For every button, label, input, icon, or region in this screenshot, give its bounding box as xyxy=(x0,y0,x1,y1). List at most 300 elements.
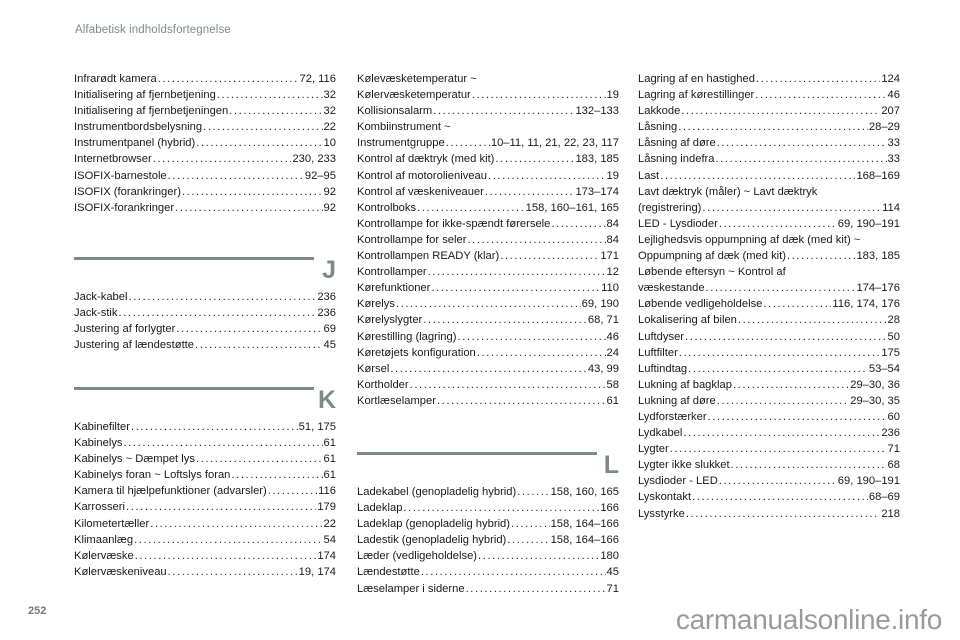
index-entry[interactable] xyxy=(74,451,336,467)
entry-page-refs[interactable]: 29–30, 35 xyxy=(850,394,900,407)
entry-page-refs[interactable]: 84 xyxy=(606,217,619,230)
entry-page-refs[interactable]: 32 xyxy=(323,105,336,118)
section-letter: L xyxy=(603,451,619,479)
entry-page-refs[interactable]: 174 xyxy=(317,549,336,562)
index-entry[interactable] xyxy=(74,200,336,216)
entry-page-refs[interactable]: 166 xyxy=(600,502,619,515)
dot-leader xyxy=(511,516,550,532)
index-entry[interactable] xyxy=(638,184,900,200)
entry-label: Kontrol af væskeniveauer xyxy=(357,185,484,198)
dot-leader xyxy=(175,200,322,216)
entry-label: Initialisering af fjernbetjening xyxy=(74,89,216,102)
entry-label: Kontrollampen READY (klar) xyxy=(357,250,500,263)
index-entry[interactable] xyxy=(638,87,900,103)
entry-page-refs[interactable]: 61 xyxy=(323,437,336,450)
entry-label: Lakkode xyxy=(638,105,681,118)
dot-leader xyxy=(128,289,316,305)
index-entry[interactable] xyxy=(638,232,900,248)
dot-leader xyxy=(706,280,856,296)
dot-leader xyxy=(670,441,887,457)
index-entry[interactable] xyxy=(74,87,336,103)
index-entry[interactable] xyxy=(638,71,900,87)
dot-leader xyxy=(678,119,868,135)
index-entry[interactable] xyxy=(638,248,900,264)
index-entry[interactable] xyxy=(357,564,619,580)
entry-page-refs[interactable]: 12 xyxy=(606,266,619,279)
section-divider-bar xyxy=(357,452,597,455)
dot-leader xyxy=(195,337,323,353)
entry-page-refs[interactable]: 92 xyxy=(323,201,336,214)
entry-label: Lavt dæktryk (måler) ~ Lavt dæktryk xyxy=(638,185,818,198)
entry-page-refs[interactable]: 32 xyxy=(323,89,336,102)
running-head-title: Alfabetisk indholdsfortegnelse xyxy=(75,24,231,36)
index-entry[interactable] xyxy=(638,103,900,119)
entry-page-refs[interactable]: 33 xyxy=(887,153,900,166)
entry-label: Låsning xyxy=(638,121,678,134)
dot-leader xyxy=(717,393,849,409)
dot-leader xyxy=(437,393,606,409)
entry-label: Ladestik (genopladelig hybrid) xyxy=(357,534,507,547)
index-entry[interactable] xyxy=(74,71,336,87)
index-entry[interactable] xyxy=(357,216,619,232)
entry-page-refs[interactable]: 71 xyxy=(606,582,619,595)
entry-label: LED - Lysdioder xyxy=(638,217,718,230)
index-entry[interactable] xyxy=(638,200,900,216)
entry-page-refs[interactable]: 50 xyxy=(887,330,900,343)
entry-label: Justering af lændestøtte xyxy=(74,339,195,352)
entry-list-l xyxy=(357,484,619,597)
entry-label: Luftdyser xyxy=(638,330,685,343)
entry-page-refs[interactable]: 179 xyxy=(317,501,336,514)
entry-label: Læselamper i siderne xyxy=(357,582,465,595)
index-entry[interactable] xyxy=(357,345,619,361)
dot-leader xyxy=(507,532,549,548)
index-column-3 xyxy=(638,71,900,522)
index-entry[interactable] xyxy=(357,532,619,548)
entry-page-refs[interactable]: 158, 160–161, 165 xyxy=(525,201,619,214)
index-entry[interactable] xyxy=(357,484,619,500)
entry-label: Infrarødt kamera xyxy=(74,73,157,85)
index-entry[interactable] xyxy=(357,500,619,516)
dot-leader xyxy=(755,87,886,103)
entry-page-refs[interactable]: 22 xyxy=(323,517,336,530)
index-entry[interactable] xyxy=(74,119,336,135)
entry-label: Kabinelys xyxy=(74,437,123,450)
entry-page-refs[interactable]: 69, 190 xyxy=(581,298,619,311)
dot-leader xyxy=(431,280,600,296)
entry-label: Kørsel xyxy=(357,362,390,375)
entry-page-refs[interactable]: 19 xyxy=(606,169,619,182)
index-entry[interactable] xyxy=(74,184,336,200)
index-entry[interactable] xyxy=(357,264,619,280)
entry-page-refs[interactable]: 218 xyxy=(881,507,900,520)
index-entry[interactable] xyxy=(638,216,900,232)
entry-list-k-continued xyxy=(357,71,619,409)
entry-label: Ladekabel (genopladelig hybrid) xyxy=(357,486,517,498)
entry-page-refs[interactable]: 10–11, 11, 21, 22, 23, 117 xyxy=(490,137,619,150)
index-entry[interactable] xyxy=(357,377,619,393)
entry-label: Kontrol af motorolieniveau xyxy=(357,169,487,182)
entry-label: Løbende vedligeholdelse xyxy=(638,298,763,311)
index-entry[interactable] xyxy=(638,329,900,345)
entry-label: Ladeklap (genopladelig hybrid) xyxy=(357,518,511,531)
entry-page-refs[interactable]: 29–30, 36 xyxy=(850,378,900,391)
index-entry[interactable] xyxy=(638,409,900,425)
dot-leader xyxy=(196,135,322,151)
entry-page-refs[interactable]: 175 xyxy=(881,346,900,359)
dot-leader xyxy=(686,506,880,522)
entry-page-refs[interactable]: 68–69 xyxy=(868,491,900,504)
index-entry[interactable] xyxy=(357,168,619,184)
entry-page-refs[interactable]: 45 xyxy=(323,339,336,352)
entry-label: Kontrollampe for seler xyxy=(357,233,467,246)
entry-page-refs[interactable]: 24 xyxy=(606,346,619,359)
entry-page-refs[interactable]: 69, 190–191 xyxy=(837,217,900,230)
entry-list-l-continued xyxy=(638,71,900,522)
entry-page-refs[interactable]: 61 xyxy=(323,469,336,482)
dot-leader xyxy=(756,71,880,87)
dot-leader xyxy=(719,216,837,232)
page-number: 252 xyxy=(28,605,47,617)
dot-leader xyxy=(681,103,880,119)
entry-page-refs[interactable]: 132–133 xyxy=(575,105,619,118)
dot-leader xyxy=(119,305,317,321)
entry-label: Kølevæsketemperatur ~ xyxy=(357,73,477,85)
watermark-link[interactable]: carmanualsonline.info xyxy=(675,604,942,635)
index-entry[interactable] xyxy=(357,200,619,216)
index-entry[interactable] xyxy=(357,329,619,345)
entry-page-refs[interactable]: 183, 185 xyxy=(575,153,619,166)
entry-label: Lejlighedsvis oppumpning af dæk (med kit) ~ xyxy=(638,233,861,246)
entry-page-refs[interactable]: 72, 116 xyxy=(299,73,336,85)
entry-label: Karrosseri xyxy=(74,501,125,514)
dot-leader xyxy=(390,361,587,377)
index-entry[interactable] xyxy=(357,393,619,409)
entry-label: Kørelyslygter xyxy=(357,314,423,327)
dot-leader xyxy=(403,500,599,516)
entry-label: Kontrol af dæktryk (med kit) xyxy=(357,153,495,166)
dot-leader xyxy=(217,87,323,103)
entry-page-refs[interactable]: 45 xyxy=(606,566,619,579)
entry-list-k xyxy=(74,419,336,580)
index-entry[interactable] xyxy=(74,435,336,451)
dot-leader xyxy=(500,248,599,264)
section-header-j xyxy=(74,257,336,289)
entry-page-refs[interactable]: 43, 99 xyxy=(587,362,619,375)
entry-label: ISOFIX-barnestole xyxy=(74,169,167,182)
index-entry[interactable] xyxy=(74,103,336,119)
entry-label: Lændestøtte xyxy=(357,566,420,579)
section-header-k xyxy=(74,387,336,419)
index-entry[interactable] xyxy=(74,467,336,483)
entry-page-refs[interactable]: 54 xyxy=(323,533,336,546)
section-j xyxy=(74,257,336,353)
entry-label: Lysdioder - LED xyxy=(638,475,718,488)
entry-page-refs[interactable]: 68, 71 xyxy=(587,314,619,327)
dot-leader xyxy=(150,516,322,532)
dot-leader xyxy=(488,168,606,184)
index-column-2 xyxy=(357,71,619,409)
dot-leader xyxy=(472,87,606,103)
dot-leader xyxy=(517,484,549,500)
index-entry[interactable] xyxy=(74,135,336,151)
entry-page-refs[interactable]: 92–95 xyxy=(304,169,336,182)
entry-page-refs[interactable]: 71 xyxy=(887,443,900,456)
index-entry[interactable] xyxy=(357,312,619,328)
entry-label: Kørestilling (lagring) xyxy=(357,330,457,343)
entry-label: Klimaanlæg xyxy=(74,533,134,546)
entry-page-refs[interactable]: 171 xyxy=(600,250,619,263)
index-entry[interactable] xyxy=(74,289,336,305)
entry-page-refs[interactable]: 174–176 xyxy=(856,282,900,295)
entry-label: Luftindtag xyxy=(638,362,688,375)
entry-page-refs[interactable]: 110 xyxy=(601,282,619,295)
entry-page-refs[interactable]: 236 xyxy=(881,427,900,440)
index-entry[interactable] xyxy=(638,264,900,280)
index-entry[interactable] xyxy=(74,499,336,515)
dot-leader xyxy=(135,548,317,564)
dot-leader xyxy=(467,232,605,248)
entry-page-refs[interactable]: 33 xyxy=(887,137,900,150)
dot-leader xyxy=(660,168,855,184)
index-entry[interactable] xyxy=(357,103,619,119)
dot-leader xyxy=(446,135,490,151)
entry-page-refs[interactable]: 60 xyxy=(887,410,900,423)
entry-page-refs[interactable]: 180 xyxy=(600,550,619,563)
entry-label: Køretøjets konfiguration xyxy=(357,346,476,359)
dot-leader xyxy=(196,451,323,467)
entry-page-refs[interactable]: 61 xyxy=(606,394,619,407)
entry-label: Instrumentgruppe xyxy=(357,137,445,150)
index-entry[interactable] xyxy=(357,516,619,532)
index-entry[interactable] xyxy=(357,296,619,312)
dot-leader xyxy=(158,71,299,87)
entry-page-refs[interactable]: 183, 185 xyxy=(856,250,900,263)
index-entry[interactable] xyxy=(357,119,619,135)
index-entry[interactable] xyxy=(357,248,619,264)
entry-page-refs[interactable]: 173–174 xyxy=(575,185,619,198)
index-entry[interactable] xyxy=(638,425,900,441)
section-k xyxy=(74,387,336,580)
index-entry[interactable] xyxy=(357,135,619,151)
index-entry[interactable] xyxy=(638,457,900,473)
dot-leader xyxy=(685,329,887,345)
entry-label: Jack-stik xyxy=(74,307,118,320)
dot-leader xyxy=(551,216,605,232)
entry-page-refs[interactable]: 61 xyxy=(323,453,336,466)
dot-leader xyxy=(124,435,323,451)
index-entry[interactable] xyxy=(74,321,336,337)
index-entry[interactable] xyxy=(638,280,900,296)
dot-leader xyxy=(716,151,887,167)
index-entry[interactable] xyxy=(74,483,336,499)
entry-page-refs[interactable]: 168–169 xyxy=(856,169,900,182)
entry-label: Ladeklap xyxy=(357,502,403,515)
dot-leader xyxy=(229,103,322,119)
index-entry[interactable] xyxy=(357,87,619,103)
entry-label: Lygter ikke slukket xyxy=(638,459,730,472)
index-entry[interactable] xyxy=(74,151,336,167)
section-header-l xyxy=(357,452,619,484)
entry-label: Kørefunktioner xyxy=(357,282,431,295)
entry-label: Kamera til hjælpefunktioner (advarsler) xyxy=(74,485,267,498)
entry-page-refs[interactable]: 10 xyxy=(323,137,336,150)
dot-leader xyxy=(182,184,323,200)
index-entry[interactable] xyxy=(638,296,900,312)
index-entry[interactable] xyxy=(638,506,900,522)
entry-page-refs[interactable]: 84 xyxy=(606,233,619,246)
index-entry[interactable] xyxy=(638,312,900,328)
entry-label: Jack-kabel xyxy=(74,291,128,303)
index-entry[interactable] xyxy=(638,135,900,151)
dot-leader xyxy=(421,564,606,580)
entry-label: Oppumpning af dæk (med kit) xyxy=(638,250,786,263)
index-entry[interactable] xyxy=(357,71,619,87)
index-entry[interactable] xyxy=(74,564,336,580)
index-entry[interactable] xyxy=(74,419,336,435)
index-entry[interactable] xyxy=(74,168,336,184)
entry-label: Kontrolboks xyxy=(357,201,417,214)
entry-list-j xyxy=(74,289,336,353)
entry-page-refs[interactable]: 46 xyxy=(887,89,900,102)
entry-label: Lagring af en hastighed xyxy=(638,73,755,85)
entry-page-refs[interactable]: 19 xyxy=(606,89,619,102)
index-entry[interactable] xyxy=(638,489,900,505)
entry-label: Lagring af kørestillinger xyxy=(638,89,755,102)
entry-label: Lygter xyxy=(638,443,669,456)
dot-leader xyxy=(466,581,606,597)
index-entry[interactable] xyxy=(74,548,336,564)
index-entry[interactable] xyxy=(638,361,900,377)
entry-label: Kontrollampe for ikke-spændt førersele xyxy=(357,217,551,230)
entry-page-refs[interactable]: 114 xyxy=(882,201,900,214)
index-entry[interactable] xyxy=(357,548,619,564)
entry-label: Kombiinstrument ~ xyxy=(357,121,451,134)
entry-label: ISOFIX-forankringer xyxy=(74,201,175,214)
entry-page-refs[interactable]: 46 xyxy=(606,330,619,343)
dot-leader xyxy=(134,532,322,548)
entry-page-refs[interactable]: 207 xyxy=(881,105,900,118)
index-entry[interactable] xyxy=(638,441,900,457)
entry-label: Låsning indefra xyxy=(638,153,715,166)
entry-page-refs[interactable]: 22 xyxy=(323,121,336,134)
entry-page-refs[interactable]: 158, 164–166 xyxy=(550,518,619,531)
section-letter: K xyxy=(317,386,336,414)
entry-label: Kølervæske xyxy=(74,549,134,562)
dot-leader xyxy=(763,296,831,312)
entry-label: Lyskontakt xyxy=(638,491,692,504)
index-entry[interactable] xyxy=(638,168,900,184)
index-entry[interactable] xyxy=(74,305,336,321)
entry-page-refs[interactable]: 53–54 xyxy=(868,362,900,375)
entry-label: Lydkabel xyxy=(638,427,683,440)
index-entry[interactable] xyxy=(357,581,619,597)
entry-label: Kortholder xyxy=(357,378,409,391)
index-entry[interactable] xyxy=(357,361,619,377)
entry-page-refs[interactable]: 92 xyxy=(323,185,336,198)
dot-leader xyxy=(495,151,574,167)
entry-label: Kilometertæller xyxy=(74,517,150,530)
entry-label: Instrumentbordsbelysning xyxy=(74,121,203,134)
index-entry[interactable] xyxy=(638,151,900,167)
entry-page-refs[interactable]: 116, 174, 176 xyxy=(832,298,900,311)
entry-label: væskestande xyxy=(638,282,705,295)
dot-leader xyxy=(131,419,298,435)
index-entry[interactable] xyxy=(638,119,900,135)
entry-label: Kabinefilter xyxy=(74,421,130,433)
entry-label: Lukning af bagklap xyxy=(638,378,732,391)
entry-label: Låsning af døre xyxy=(638,137,716,150)
dot-leader xyxy=(428,264,606,280)
entry-label: Lokalisering af bilen xyxy=(638,314,737,327)
entry-label: Læder (vedligeholdelse) xyxy=(357,550,478,563)
entry-page-refs[interactable]: 236 xyxy=(317,307,336,320)
dot-leader xyxy=(268,483,317,499)
entry-page-refs[interactable]: 124 xyxy=(881,73,900,85)
dot-leader xyxy=(153,151,292,167)
entry-label: Kontrollamper xyxy=(357,266,427,279)
entry-page-refs[interactable]: 28–29 xyxy=(868,121,900,134)
entry-label: Kabinelys foran ~ Loftslys foran xyxy=(74,469,231,482)
dot-leader xyxy=(396,296,581,312)
section-divider-bar xyxy=(74,387,314,390)
entry-label: Luftfilter xyxy=(638,346,678,359)
entry-page-refs[interactable]: 236 xyxy=(317,291,336,303)
dot-leader xyxy=(477,345,606,361)
entry-page-refs[interactable]: 19, 174 xyxy=(298,565,336,578)
entry-page-refs[interactable]: 68 xyxy=(887,459,900,472)
dot-leader xyxy=(717,135,887,151)
entry-page-refs[interactable]: 230, 233 xyxy=(292,153,336,166)
entry-page-refs[interactable]: 58 xyxy=(606,378,619,391)
entry-page-refs[interactable]: 51, 175 xyxy=(298,421,336,433)
entry-list-i xyxy=(74,71,336,216)
entry-label: Kørelys xyxy=(357,298,395,311)
dot-leader xyxy=(168,168,304,184)
entry-page-refs[interactable]: 69 xyxy=(323,323,336,336)
index-entry[interactable] xyxy=(357,280,619,296)
dot-leader xyxy=(423,312,587,328)
index-entry[interactable] xyxy=(357,184,619,200)
index-entry[interactable] xyxy=(357,232,619,248)
dot-leader xyxy=(168,564,298,580)
index-entry[interactable] xyxy=(638,473,900,489)
dot-leader xyxy=(203,119,322,135)
dot-leader xyxy=(702,200,881,216)
index-entry[interactable] xyxy=(74,337,336,353)
entry-page-refs[interactable]: 116 xyxy=(318,485,336,498)
entry-page-refs[interactable]: 69, 190–191 xyxy=(837,475,900,488)
dot-leader xyxy=(231,467,322,483)
entry-label: Initialisering af fjernbetjeningen xyxy=(74,105,229,118)
entry-label: Justering af forlygter xyxy=(74,323,176,336)
entry-label: (registrering) xyxy=(638,201,702,214)
index-entry[interactable] xyxy=(638,345,900,361)
section-l xyxy=(357,452,619,597)
entry-page-refs[interactable]: 158, 160, 165 xyxy=(550,486,619,498)
entry-page-refs[interactable]: 158, 164–166 xyxy=(550,534,619,547)
index-entry[interactable] xyxy=(357,151,619,167)
dot-leader xyxy=(126,499,316,515)
index-entry[interactable] xyxy=(638,393,900,409)
dot-leader xyxy=(688,361,868,377)
entry-label: Instrumentpanel (hybrid) xyxy=(74,137,196,150)
index-entry[interactable] xyxy=(638,377,900,393)
entry-page-refs[interactable]: 28 xyxy=(887,314,900,327)
section-letter: J xyxy=(322,256,336,284)
index-entry[interactable] xyxy=(74,516,336,532)
index-entry[interactable] xyxy=(74,532,336,548)
